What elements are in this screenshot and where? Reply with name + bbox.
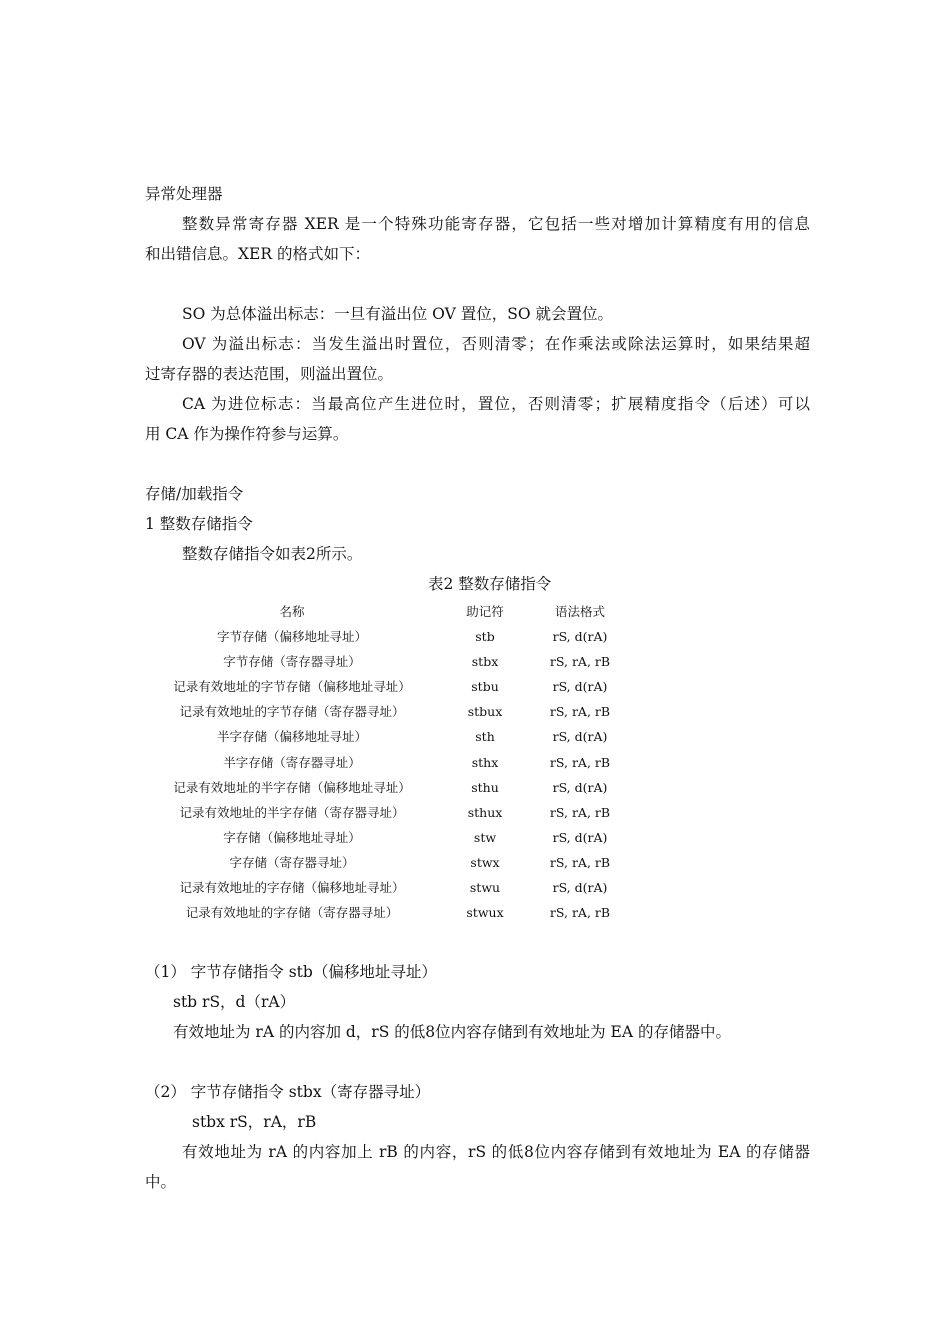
- row-syntax: rS, d(rA): [552, 829, 608, 845]
- table-row: [148, 653, 626, 678]
- item-2-description-line-1: 有效地址为 rA 的内容加上 rB 的内容，rS 的低8位内容存储到有效地址为 EA 的存储器: [182, 1143, 810, 1161]
- row-syntax: rS, d(rA): [552, 629, 608, 645]
- section-title: 异常处理器: [145, 185, 223, 203]
- table-row: [148, 879, 626, 904]
- row-name: 半字存储（偏移地址寻址）: [216, 729, 367, 745]
- item-2-syntax: stbx rS，rA，rB: [192, 1113, 317, 1131]
- row-syntax: rS, d(rA): [552, 679, 608, 695]
- row-syntax: rS, d(rA): [552, 779, 608, 795]
- row-mnemonic: stwx: [470, 854, 500, 870]
- item-1-title: （1） 字节存储指令 stb（偏移地址寻址）: [145, 963, 437, 981]
- table-row: [148, 678, 626, 703]
- row-mnemonic: sthu: [471, 779, 499, 795]
- row-mnemonic: stbux: [467, 704, 503, 720]
- table-intro: 整数存储指令如表2所示。: [182, 545, 363, 563]
- row-syntax: rS, rA, rB: [549, 754, 611, 770]
- table-row: [148, 754, 626, 779]
- row-name: 记录有效地址的字节存储（寄存器寻址）: [179, 704, 405, 720]
- table-row: [148, 829, 626, 854]
- ov-flag-description-line-1: OV 为溢出标志：当发生溢出时置位，否则清零；在作乘法或除法运算时，如果结果超: [182, 335, 810, 353]
- row-name: 半字存储（寄存器寻址）: [223, 754, 361, 770]
- row-mnemonic: stb: [475, 629, 495, 645]
- row-name: 记录有效地址的字节存储（偏移地址寻址）: [173, 679, 411, 695]
- row-mnemonic: stw: [473, 829, 497, 845]
- header-name: 名称: [279, 604, 305, 619]
- row-name: 字存储（寄存器寻址）: [229, 854, 355, 870]
- row-syntax: rS, d(rA): [552, 729, 608, 745]
- xer-paragraph-line-2: 和出错信息。XER 的格式如下：: [145, 245, 370, 263]
- item-2-description-line-2: 中。: [145, 1173, 177, 1191]
- ca-flag-description-line-2: 用 CA 作为操作符参与运算。: [145, 425, 349, 443]
- row-mnemonic: sth: [475, 729, 495, 745]
- integer-store-table: [148, 603, 626, 929]
- table-header-row: [148, 603, 626, 628]
- row-name: 字存储（偏移地址寻址）: [223, 829, 361, 845]
- header-mnemonic: 助记符: [466, 604, 504, 619]
- row-syntax: rS, rA, rB: [549, 654, 611, 670]
- header-syntax: 语法格式: [554, 604, 605, 619]
- so-flag-description: SO 为总体溢出标志：一旦有溢出位 OV 置位，SO 就会置位。: [182, 305, 613, 323]
- row-syntax: rS, rA, rB: [549, 704, 611, 720]
- row-mnemonic: sthx: [471, 754, 499, 770]
- table-row: [148, 854, 626, 879]
- row-name: 字节存储（寄存器寻址）: [223, 654, 361, 670]
- table-row: [148, 703, 626, 728]
- item-1-description: 有效地址为 rA 的内容加 d，rS 的低8位内容存储到有效地址为 EA 的存储器中。: [173, 1023, 731, 1041]
- item-1-syntax: stb rS，d（rA）: [173, 993, 296, 1011]
- row-syntax: rS, rA, rB: [549, 905, 611, 921]
- ca-flag-description-line-1: CA 为进位标志：当最高位产生进位时，置位，否则清零；扩展精度指令（后述）可以: [182, 395, 810, 413]
- ov-flag-description-line-2: 过寄存器的表达范围，则溢出置位。: [145, 365, 394, 383]
- integer-store-heading: 1 整数存储指令: [145, 515, 253, 533]
- table-row: [148, 804, 626, 829]
- table-caption: 表2 整数存储指令: [428, 575, 552, 593]
- row-mnemonic: stbu: [471, 679, 499, 695]
- store-load-heading: 存储/加载指令: [145, 485, 244, 503]
- row-name: 记录有效地址的半字存储（偏移地址寻址）: [173, 779, 411, 795]
- row-syntax: rS, rA, rB: [549, 804, 611, 820]
- row-name: 字节存储（偏移地址寻址）: [216, 629, 367, 645]
- row-name: 记录有效地址的半字存储（寄存器寻址）: [179, 804, 405, 820]
- row-mnemonic: sthux: [467, 804, 503, 820]
- row-name: 记录有效地址的字存储（寄存器寻址）: [185, 905, 399, 921]
- row-name: 记录有效地址的字存储（偏移地址寻址）: [179, 880, 405, 896]
- row-mnemonic: stwux: [466, 905, 504, 921]
- item-2-title: （2） 字节存储指令 stbx（寄存器寻址）: [145, 1083, 431, 1101]
- table-row: [148, 779, 626, 804]
- row-mnemonic: stbx: [471, 654, 499, 670]
- row-syntax: rS, d(rA): [552, 880, 608, 896]
- table-row: [148, 628, 626, 653]
- xer-paragraph-line-1: 整数异常寄存器 XER 是一个特殊功能寄存器，它包括一些对增加计算精度有用的信息: [182, 215, 810, 233]
- row-syntax: rS, rA, rB: [549, 854, 611, 870]
- table-row: [148, 904, 626, 929]
- table-row: [148, 728, 626, 753]
- row-mnemonic: stwu: [469, 880, 501, 896]
